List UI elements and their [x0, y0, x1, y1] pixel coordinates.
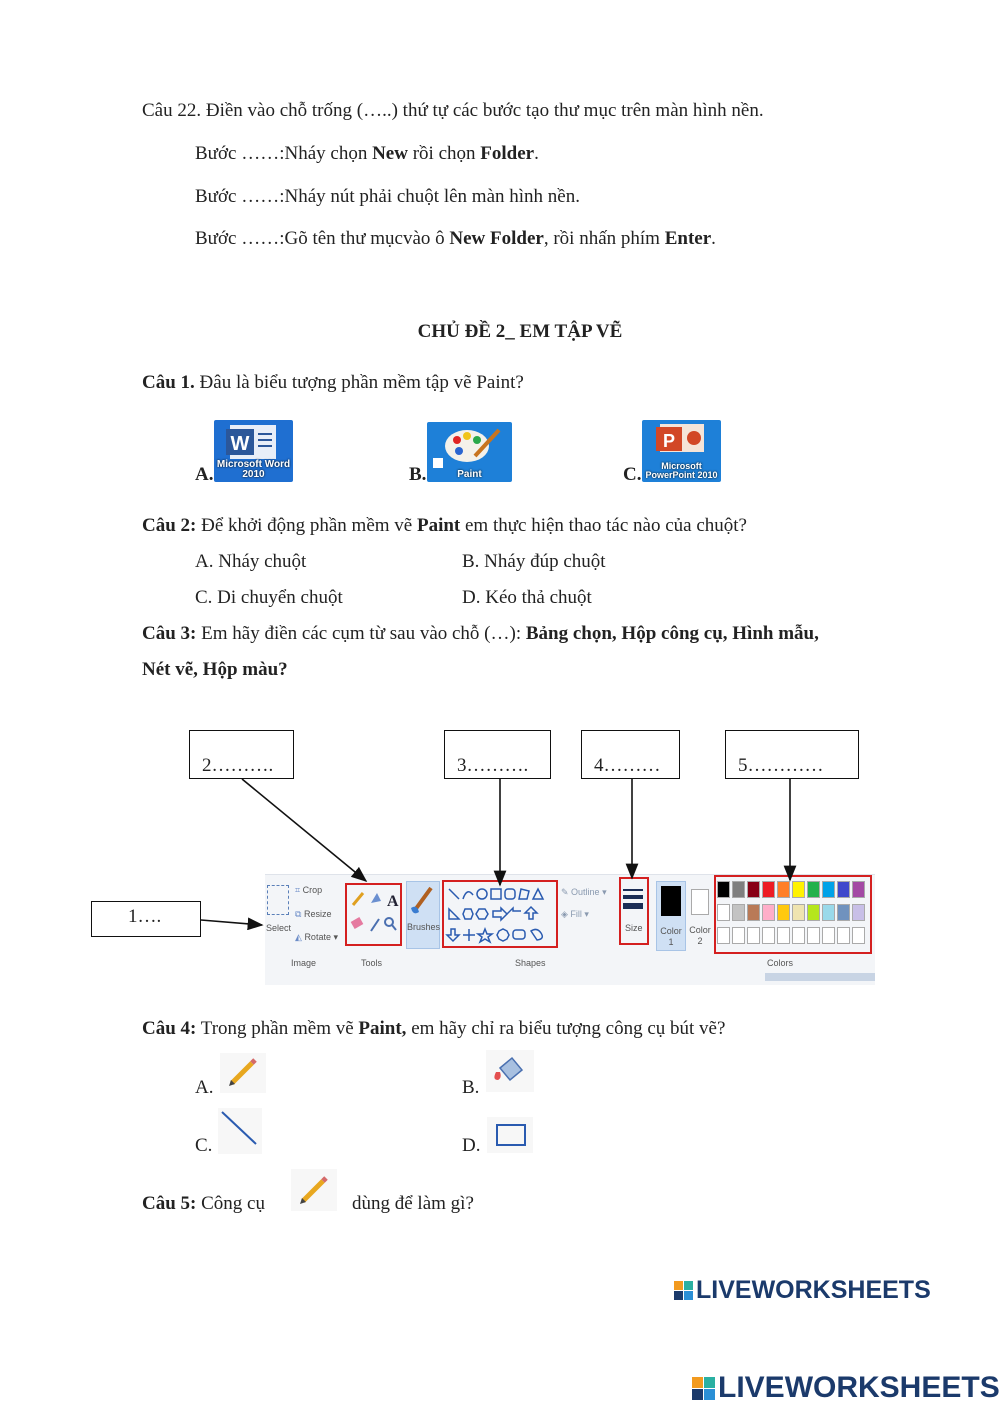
- q1-option-c-letter: C.: [623, 464, 642, 485]
- arrow-2: [242, 779, 366, 881]
- q5-question-end: dùng để làm gì?: [352, 1193, 474, 1214]
- colors-group-label: Colors: [767, 958, 794, 968]
- color2-label: Color 2: [689, 925, 711, 946]
- brushes-label: Brushes: [407, 922, 441, 932]
- select-label: Select: [266, 923, 292, 933]
- image-group-label: Image: [291, 958, 317, 968]
- q22-title: Câu 22. Điền vào chỗ trống (…..) thứ tự các bước tạo thư mục trên màn hình nền.: [142, 100, 764, 121]
- rotate-button[interactable]: ◭ Rotate ▾: [295, 932, 338, 942]
- word-icon-caption: Microsoft Word 2010: [216, 459, 291, 480]
- svg-text:P: P: [662, 431, 676, 451]
- fill-button[interactable]: ◈ Fill ▾: [561, 909, 589, 919]
- answer-box-5[interactable]: 5…………: [725, 730, 859, 779]
- q22-step-3: Bước ……:Gõ tên thư mụcvào ô New Folder, rồi nhấn phím Enter.: [195, 228, 716, 249]
- color1-label: Color 1: [660, 926, 682, 947]
- q4-option-b-letter: B.: [462, 1077, 480, 1098]
- q2-question: Câu 2: Để khởi động phần mềm vẽ Paint em thực hiện thao tác nào của chuột?: [142, 515, 747, 536]
- q4-option-a-letter: A.: [195, 1077, 214, 1098]
- q2-option-d[interactable]: D. Kéo thả chuột: [462, 587, 592, 608]
- answer-box-2[interactable]: 2……….: [189, 730, 294, 779]
- answer-box-1[interactable]: 1….: [91, 901, 201, 937]
- answer-box-3[interactable]: 3……….: [444, 730, 551, 779]
- resize-button[interactable]: ⧉ Resize: [295, 909, 332, 919]
- q2-option-b[interactable]: B. Nháy đúp chuột: [462, 551, 606, 572]
- outline-button[interactable]: ✎ Outline ▾: [561, 887, 607, 897]
- liveworksheets-logo-1: LIVEWORKSHEETS: [674, 1276, 931, 1305]
- shapes-group-label: Shapes: [515, 958, 546, 968]
- q2-option-a[interactable]: A. Nháy chuột: [195, 551, 307, 572]
- q22-step-1: Bước ……:Nháy chọn New rồi chọn Folder.: [195, 143, 539, 164]
- line-icon[interactable]: [218, 1108, 262, 1154]
- q22-step-2: Bước ……:Nháy nút phải chuột lên màn hình nền.: [195, 186, 580, 207]
- logo-mark-icon: [674, 1281, 694, 1301]
- fill-bucket-icon[interactable]: [486, 1050, 534, 1092]
- q4-question: Câu 4: Trong phần mềm vẽ Paint, em hãy chỉ ra biểu tượng công cụ bút vẽ?: [142, 1018, 726, 1039]
- logo-mark-icon-2: [692, 1377, 716, 1401]
- liveworksheets-logo-2: LIVEWORKSHEETS: [692, 1371, 1000, 1405]
- q4-option-d-letter: D.: [462, 1135, 481, 1156]
- answer-box-4[interactable]: 4………: [581, 730, 680, 779]
- q5-pencil-icon: [291, 1169, 337, 1211]
- size-label: Size: [625, 923, 643, 933]
- q1-option-a-letter: A.: [195, 464, 214, 485]
- paint-icon-caption: Paint: [457, 469, 482, 480]
- q4-option-c-letter: C.: [195, 1135, 213, 1156]
- q5-question-start: Câu 5: Công cụ: [142, 1193, 265, 1214]
- arrow-1: [201, 920, 262, 925]
- tools-group-label: Tools: [361, 958, 383, 968]
- crop-button[interactable]: ⌗ Crop: [295, 885, 323, 895]
- rectangle-icon[interactable]: [487, 1117, 533, 1153]
- q1-question: Câu 1. Đâu là biểu tượng phần mềm tập vẽ Paint?: [142, 372, 524, 393]
- q3-question-line2: Nét vẽ, Hộp màu?: [142, 659, 288, 680]
- svg-text:W: W: [230, 433, 250, 455]
- svg-text:A: A: [387, 893, 399, 910]
- q1-option-b-letter: B.: [409, 464, 427, 485]
- ppt-icon-caption: Microsoft PowerPoint 2010: [645, 461, 718, 480]
- q2-option-c[interactable]: C. Di chuyển chuột: [195, 587, 343, 608]
- q3-question-line1: Câu 3: Em hãy điền các cụm từ sau vào chỗ (…): Bảng chọn, Hộp công cụ, Hình mẫu,: [142, 623, 819, 644]
- topic-heading: CHỦ ĐỀ 2_ EM TẬP VẼ: [417, 321, 623, 342]
- pencil-icon[interactable]: [220, 1053, 266, 1093]
